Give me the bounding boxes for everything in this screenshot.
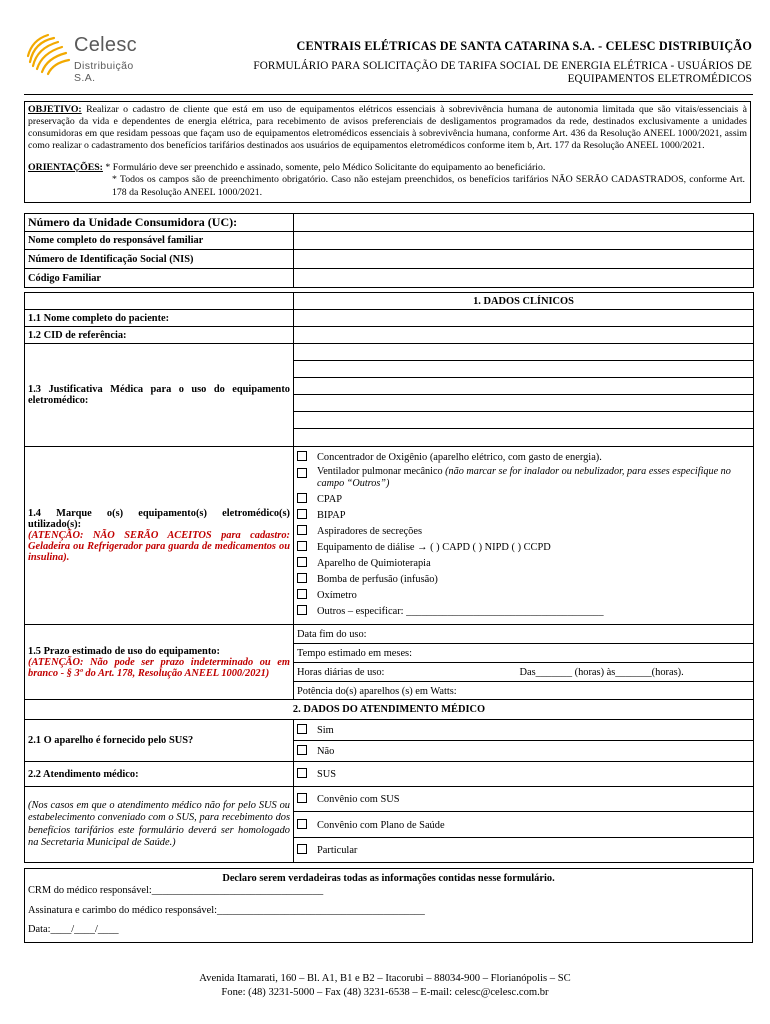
crm-field[interactable]: CRM do médico responsável:_________________________________	[28, 885, 324, 896]
celesc-logo	[24, 32, 154, 84]
atendimento-question: 2.2 Atendimento médico:	[25, 762, 294, 787]
footer-contact: Fone: (48) 3231-5000 – Fax (48) 3231-6538 – E-mail: celesc@celesc.com.br	[221, 987, 549, 998]
cid-input[interactable]	[294, 327, 754, 344]
convenio-plano-option[interactable]: Convênio com Plano de Saúde	[294, 812, 754, 838]
declaration-title: Declaro serem verdadeiras todas as informações contidas nesse formulário.	[222, 873, 555, 884]
checkbox[interactable]	[297, 468, 307, 478]
equip-option[interactable]: Equipamento de diálise → ( ) CAPD ( ) NIPD ( ) CCPD	[297, 540, 750, 556]
checkbox[interactable]	[297, 745, 307, 755]
justificativa-line[interactable]	[294, 361, 754, 378]
equip-option[interactable]: Aspiradores de secreções	[297, 524, 750, 540]
ventilador-note: (não marcar se for inalador ou nebulizador, para esses especifique no campo “Outros”)	[317, 466, 731, 489]
nis-label: Número de Identificação Social (NIS)	[25, 250, 294, 269]
sus-atend-option[interactable]: SUS	[294, 762, 754, 787]
codigo-familiar-label: Código Familiar	[25, 269, 294, 288]
declaration-box	[24, 868, 753, 943]
footer-address: Avenida Itamarati, 160 – Bl. A1, B1 e B2 – Itacorubi – 88034-900 – Florianópolis – SC	[199, 973, 571, 984]
equip-option[interactable]: Ventilador pulmonar mecânico (não marcar se for inalador ou nebulizador, para esses especifique no campo “Outros”)	[297, 466, 750, 490]
codigo-familiar-input[interactable]	[294, 269, 754, 288]
responsavel-label: Nome completo do responsável familiar	[25, 232, 294, 250]
atendimento-section-title: 2. DADOS DO ATENDIMENTO MÉDICO	[25, 700, 754, 720]
logo-sub: Distribuição S.A.	[74, 60, 134, 84]
convenio-sus-option[interactable]: Convênio com SUS	[294, 787, 754, 812]
tempo-field[interactable]: Tempo estimado em meses:	[294, 644, 754, 663]
equipamentos-warning: (ATENÇÃO: NÃO SERÃO ACEITOS para cadastro: Geladeira ou Refrigerador para guarda de medicamentos ou insulina).	[28, 530, 290, 563]
orientation-1: * Formulário deve ser preenchido e assinado, somente, pelo Médico Solicitante do equipamento ao beneficiário.	[102, 162, 546, 174]
celesc-sun-icon	[24, 32, 72, 78]
clinical-table	[24, 292, 754, 701]
nao-option[interactable]: Não	[294, 741, 754, 762]
data-fim-field[interactable]: Data fim do uso:	[294, 625, 754, 644]
orientation-2: * Todos os campos são de preenchimento obrigatório. Caso não estejam preenchidos, os benefícios tarifários NÃO SERÃO CADASTRADOS, conforme Art. 178 da Resolução ANEEL 1000/2021.	[112, 174, 745, 198]
assinatura-field[interactable]: Assinatura e carimbo do médico responsável:________________________________________	[28, 905, 425, 916]
equip-option[interactable]: Concentrador de Oxigênio (aparelho elétrico, com gasto de energia).	[297, 450, 750, 466]
checkbox[interactable]	[297, 589, 307, 599]
horas-field[interactable]: Horas diárias de uso: Das_______ (horas) às_______(horas).	[294, 663, 754, 682]
atendimento-table	[24, 699, 754, 863]
equipamentos-label: 1.4 Marque o(s) equipamento(s) eletromédico(s) utilizado(s):	[28, 508, 290, 530]
horas-das: Das_______ (horas) às_______(horas).	[519, 666, 684, 678]
uc-table	[24, 213, 754, 288]
responsavel-input[interactable]	[294, 232, 754, 250]
uc-label: Número da Unidade Consumidora (UC):	[25, 214, 294, 232]
equip-option[interactable]: Outros – especificar: ______________________________________	[297, 604, 750, 620]
paciente-input[interactable]	[294, 310, 754, 327]
checkbox[interactable]	[297, 768, 307, 778]
justificativa-label: 1.3 Justificativa Médica para o uso do equipamento eletromédico:	[25, 344, 294, 447]
data-field[interactable]: Data:____/____/____	[28, 924, 119, 935]
equipamentos-list	[294, 447, 754, 625]
checkbox[interactable]	[297, 793, 307, 803]
checkbox[interactable]	[297, 541, 307, 551]
page-title: CENTRAIS ELÉTRICAS DE SANTA CATARINA S.A. - CELESC DISTRIBUIÇÃO	[296, 39, 752, 53]
checkbox[interactable]	[297, 605, 307, 615]
prazo-warning: (ATENÇÃO: Não pode ser prazo indeterminado ou em branco - § 3º do Art. 178, Resolução ANEEL 1000/2021)	[28, 657, 290, 679]
objective-label: OBJETIVO:	[28, 104, 82, 115]
header-divider	[24, 94, 753, 95]
checkbox[interactable]	[297, 844, 307, 854]
checkbox[interactable]	[297, 557, 307, 567]
clinical-section-title: 1. DADOS CLÍNICOS	[294, 293, 754, 310]
checkbox[interactable]	[297, 493, 307, 503]
checkbox[interactable]	[297, 819, 307, 829]
checkbox[interactable]	[297, 525, 307, 535]
orientation-label: ORIENTAÇÕES:	[28, 162, 103, 174]
particular-option[interactable]: Particular	[294, 838, 754, 863]
equip-option[interactable]: BIPAP	[297, 508, 750, 524]
atendimento-note: (Nos casos em que o atendimento médico não for pelo SUS ou estabelecimento conveniado com o SUS, para recebimento dos benefícios tarifários este formulário deverá ser homologado na Secretaria Municipal de Saúde.)	[25, 787, 294, 863]
equipamentos-label-cell	[25, 447, 294, 625]
checkbox[interactable]	[297, 573, 307, 583]
justificativa-line[interactable]	[294, 395, 754, 412]
sus-question: 2.1 O aparelho é fornecido pelo SUS?	[25, 720, 294, 762]
justificativa-line[interactable]	[294, 378, 754, 395]
equip-option[interactable]: Oxímetro	[297, 588, 750, 604]
justificativa-line[interactable]	[294, 344, 754, 361]
sim-option[interactable]: Sim	[294, 720, 754, 741]
checkbox[interactable]	[297, 724, 307, 734]
equip-option[interactable]: CPAP	[297, 492, 750, 508]
justificativa-line[interactable]	[294, 412, 754, 429]
equip-option[interactable]: Aparelho de Quimioterapia	[297, 556, 750, 572]
nis-input[interactable]	[294, 250, 754, 269]
cid-label: 1.2 CID de referência:	[25, 327, 294, 344]
objective-text: Realizar o cadastro de cliente que está em uso de equipamentos elétricos essenciais à sobrevivência humana de autonomia limitada que são vitais/essenciais à preservação da vida e dependentes de energia elétrica, para recebimento de avisos preferenciais de desligamentos programados da rede, destinados exclusivamente a unidades consumidoras em que residam pessoas que façam uso de equipamentos eletromédicos essenciais à sobrevivência humana, conforme Art. 436 da Resolução ANEEL 1000/2021, assim como realizar o cadastramento dos benefícios tarifários destinados aos usuários de equipamentos eletromédicos conforme item b, Art. 177 da Resolução ANEEL 1000/2021.	[28, 104, 747, 152]
prazo-label-cell	[25, 625, 294, 701]
equip-option[interactable]: Bomba de perfusão (infusão)	[297, 572, 750, 588]
justificativa-line[interactable]	[294, 429, 754, 447]
checkbox[interactable]	[297, 451, 307, 461]
checkbox[interactable]	[297, 509, 307, 519]
objective-box	[24, 101, 751, 203]
prazo-label: 1.5 Prazo estimado de uso do equipamento:	[28, 646, 220, 657]
uc-input[interactable]	[294, 214, 754, 232]
potencia-field[interactable]: Potência do(s) aparelhos (s) em Watts:	[294, 682, 754, 701]
logo-name: Celesc	[74, 34, 137, 56]
paciente-label: 1.1 Nome completo do paciente:	[25, 310, 294, 327]
page-subtitle: FORMULÁRIO PARA SOLICITAÇÃO DE TARIFA SOCIAL DE ENERGIA ELÉTRICA - USUÁRIOS DE EQUIPAMENTOS ELETROMÉDICOS	[253, 60, 752, 85]
